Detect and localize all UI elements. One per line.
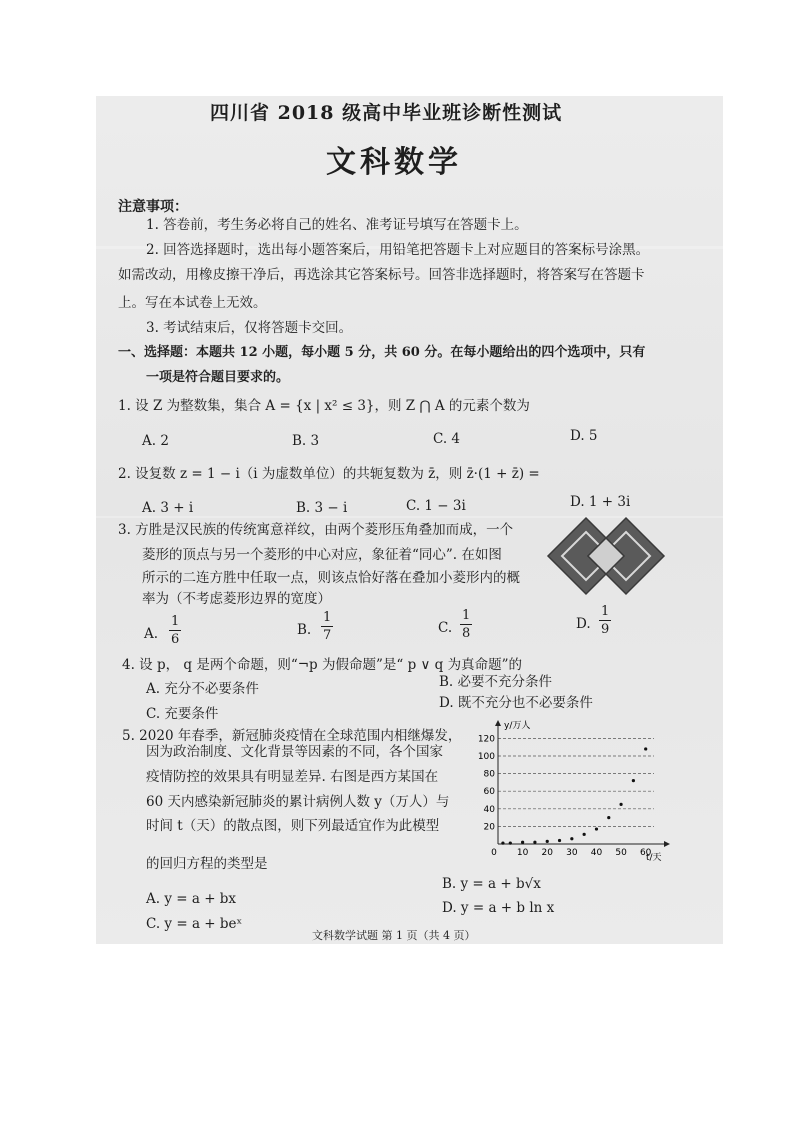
q1-option-d: D. 5 — [570, 428, 598, 444]
q3-option-b-fraction — [321, 611, 333, 642]
q3-line2: 菱形的顶点与另一个菱形的中心对应，象征着“同心”. 在如图 — [142, 547, 502, 563]
q5-line1: 5. 2020 年春季，新冠肺炎疫情在全球范围内相继爆发， — [122, 728, 462, 744]
x-tick-label: 30 — [566, 848, 578, 858]
data-point — [570, 837, 573, 840]
fangsheng-figure — [544, 514, 672, 598]
q2-option-c: C. 1 − 3i — [406, 498, 466, 514]
section-heading-line1: 一、选择题：本题共 12 小题，每小题 5 分，共 60 分。在每小题给出的四个选项中，只有 — [118, 345, 646, 360]
x-tick-label: 40 — [590, 848, 603, 858]
q5-option-c: C. y = a + beˣ — [146, 916, 243, 932]
notice-heading: 注意事项： — [118, 199, 188, 215]
data-point — [632, 779, 635, 782]
q4-option-c: C. 充要条件 — [146, 706, 219, 722]
x-tick-label: 50 — [615, 848, 627, 858]
fraction-denominator: 6 — [171, 632, 180, 647]
exam-sheet — [96, 96, 723, 944]
page-footer: 文科数学试题 第 1 页（共 4 页） — [312, 929, 476, 942]
data-point — [607, 816, 610, 819]
q2-stem: 2. 设复数 z = 1 − i（i 为虚数单位）的共轭复数为 z̄，则 z̄·(1 + z̄) = — [118, 466, 540, 482]
q3-option-d-fraction — [599, 605, 611, 636]
q3-line1: 3. 方胜是汉民族的传统寓意祥纹，由两个菱形压角叠加而成，一个 — [118, 522, 514, 538]
data-point — [558, 839, 561, 842]
notice-item-2-line1: 2. 回答选择题时，选出每小题答案后，用铅笔把答题卡上对应题目的答案标号涂黑。 — [146, 242, 650, 258]
q5-line3: 疫情防控的效果具有明显差异. 右图是西方某国在 — [146, 769, 439, 785]
data-point — [533, 841, 536, 844]
x-axis-label: t/天 — [646, 853, 662, 863]
q2-option-b: B. 3 − i — [296, 500, 348, 516]
q3-option-c-label: C. — [438, 620, 453, 636]
data-point — [546, 840, 549, 843]
y-tick-label: 80 — [483, 769, 495, 780]
x-tick-label: 10 — [516, 848, 529, 858]
q4-option-d: D. 既不充分也不必要条件 — [439, 695, 593, 711]
fraction-denominator: 7 — [323, 628, 332, 643]
data-point — [509, 842, 512, 845]
data-point — [501, 842, 504, 845]
x-tick-label: 0 — [491, 848, 497, 858]
q5-line4: 60 天内感染新冠肺炎的累计病例人数 y（万人）与 — [146, 794, 450, 810]
subject-title: 文科数学 — [326, 145, 462, 180]
section-heading-line2: 一项是符合题目要求的。 — [146, 370, 290, 385]
x-axis-arrow — [664, 841, 670, 847]
q5-line6: 的回归方程的类型是 — [146, 856, 268, 872]
q1-stem: 1. 设 Z 为整数集，集合 A = {x | x² ≤ 3}，则 Z ⋂ A 的元素个数为 — [118, 398, 530, 414]
q2-option-d: D. 1 + 3i — [570, 494, 631, 510]
fraction-denominator: 8 — [462, 626, 471, 641]
y-tick-label: 120 — [477, 734, 495, 745]
q3-line3: 所示的二连方胜中任取一点，则该点恰好落在叠加小菱形内的概 — [142, 570, 520, 586]
y-tick-label: 60 — [483, 787, 495, 798]
q1-option-b: B. 3 — [292, 433, 320, 449]
q3-option-a-label: A. — [144, 626, 159, 642]
chart-axes — [495, 720, 670, 847]
fraction-numerator: 1 — [323, 610, 332, 625]
q1-option-a: A. 2 — [142, 433, 169, 449]
q5-option-a: A. y = a + bx — [146, 891, 237, 907]
data-point — [619, 803, 622, 806]
notice-item-3: 3. 考试结束后，仅将答题卡交回。 — [146, 320, 353, 336]
scatter-chart — [476, 716, 676, 866]
y-tick-label: 40 — [483, 804, 495, 815]
q3-option-b-label: B. — [297, 622, 312, 638]
q4-option-b: B. 必要不充分条件 — [439, 674, 553, 690]
y-tick-label: 20 — [483, 822, 495, 833]
q1-option-c: C. 4 — [433, 431, 461, 447]
q5-option-b: B. y = a + b√x — [442, 876, 541, 892]
notice-item-2-line3: 上。写在本试卷上无效。 — [118, 295, 267, 311]
chart-ticks — [478, 734, 652, 858]
q5-option-d: D. y = a + b ln x — [442, 900, 555, 916]
y-axis-arrow — [495, 720, 501, 726]
fraction-numerator: 1 — [462, 608, 471, 623]
x-tick-label: 60 — [639, 848, 652, 858]
fraction-denominator: 9 — [601, 622, 610, 637]
q2-option-a: A. 3 + i — [142, 500, 194, 516]
data-point — [595, 827, 598, 830]
q5-line5: 时间 t（天）的散点图，则下列最适宜作为此模型 — [146, 818, 440, 834]
notice-item-2-line2: 如需改动，用橡皮擦干净后，再选涂其它答案标号。回答非选择题时，将答案写在答题卡 — [118, 267, 645, 283]
y-axis-label: y/万人 — [504, 721, 531, 731]
q4-stem: 4. 设 p， q 是两个命题，则“¬p 为假命题”是“ p ∨ q 为真命题”的 — [122, 657, 523, 673]
y-tick-label: 100 — [477, 752, 495, 762]
q3-option-a-fraction — [169, 615, 181, 646]
fraction-numerator: 1 — [171, 614, 180, 629]
data-point — [644, 747, 647, 750]
q3-option-d-label: D. — [576, 616, 591, 632]
notice-item-1: 1. 答卷前，考生务必将自己的姓名、准考证号填写在答题卡上。 — [146, 217, 528, 233]
data-point — [583, 833, 586, 836]
x-tick-label: 20 — [541, 848, 553, 858]
chart-grid — [498, 738, 654, 826]
q5-line2: 因为政治制度、文化背景等因素的不同，各个国家 — [146, 744, 443, 760]
q3-option-c-fraction — [460, 609, 472, 640]
q4-option-a: A. 充分不必要条件 — [146, 681, 259, 697]
data-point — [521, 841, 524, 844]
fraction-numerator: 1 — [601, 604, 610, 619]
exam-title: 四川省 2018 级高中毕业班诊断性测试 — [210, 102, 563, 124]
chart-points — [501, 747, 647, 844]
q3-line4: 率为（不考虑菱形边界的宽度） — [142, 591, 331, 607]
